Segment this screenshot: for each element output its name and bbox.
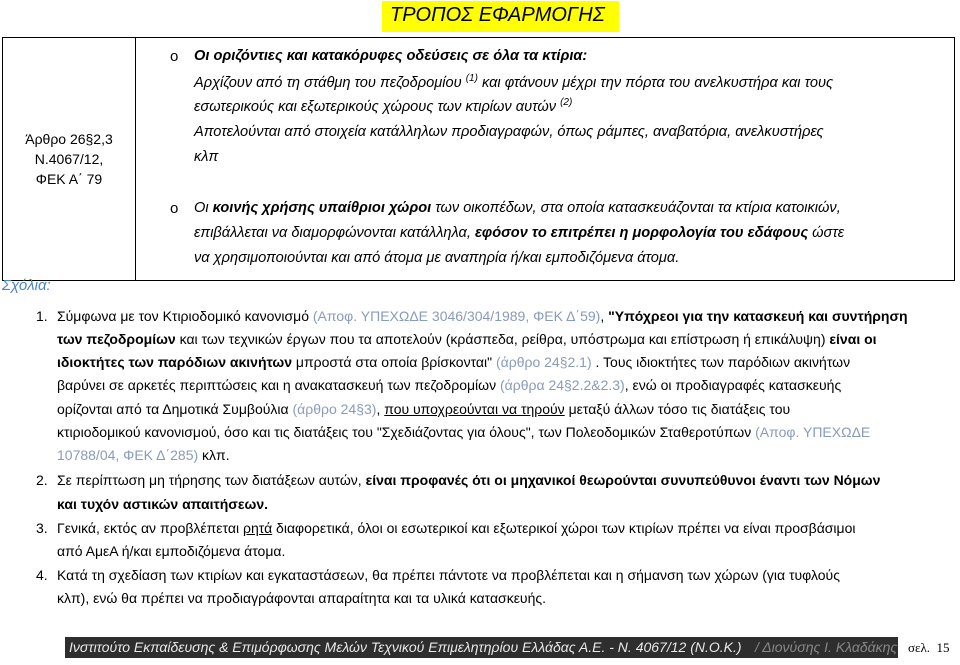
text-bold: "Υπόχρεοι για την κατασκευή και συντήρηση <box>608 308 908 324</box>
text-bold: είναι προφανές ότι οι μηχανικοί θεωρούνται συνυπεύθυνοι έναντι των Νόμων <box>365 472 881 488</box>
citation: (άρθρα 24§2.2&2.3) <box>499 377 625 393</box>
comment-2-line-1 <box>57 469 880 491</box>
comment-3-line-1 <box>57 517 856 539</box>
text-span: ορίζονται από τα Δημοτικά Συμβούλια <box>57 401 293 417</box>
footer-banner <box>65 637 898 658</box>
comment-1-line-5 <box>57 398 790 420</box>
comment-1-line-6 <box>57 421 870 443</box>
text-span: Οι <box>194 200 213 216</box>
reference-line-2: Ν.4067/12, <box>34 151 104 167</box>
page-number-value: 15 <box>936 640 950 655</box>
bullet-1-line-3 <box>194 96 572 119</box>
text-span: , <box>376 401 385 417</box>
comment-number-3: 3. <box>36 520 48 536</box>
text-span: βαρύνει σε αρκετές περιπτώσεις και η ανακατασκευή των πεζοδρομίων <box>57 377 500 393</box>
citation: (άρθρο 24§2.1) <box>495 354 592 370</box>
text-span: μπροστά στα οποία βρίσκονται" <box>292 354 496 370</box>
reference-line-1: Άρθρο 26§2,3 <box>25 131 113 147</box>
bullet-marker-2: o <box>170 200 179 217</box>
text-bold: ιδιοκτήτες των παρόδιων ακινήτων <box>57 354 292 370</box>
bullet-2-line-1 <box>194 197 841 220</box>
bullet-1-heading: Οι οριζόντιες και κατακόρυφες οδεύσεις σε όλα τα κτίρια: <box>194 48 588 64</box>
citation: (άρθρο 24§3) <box>292 401 377 417</box>
comment-4-line-2: κλπ), ενώ θα πρέπει να προδιαγράφονται απαραίτητα και τα υλικά κατασκευής. <box>57 590 547 606</box>
text-span: Σε περίπτωση μη τήρησης των διατάξεων αυτών, <box>57 472 366 488</box>
comment-number-1: 1. <box>36 308 48 324</box>
comment-1-line-1 <box>57 305 908 327</box>
footnote-mark: (1) <box>465 73 478 85</box>
section-title: ΤΡΟΠΟΣ ΕΦΑΡΜΟΓΗΣ <box>382 1 619 32</box>
comment-number-4: 4. <box>36 567 48 583</box>
comment-2-line-2 <box>57 493 268 515</box>
footer-author: / Διονύσης Ι. Κλαδάκης <box>755 639 898 655</box>
bullet-marker-1: o <box>170 48 179 65</box>
bullet-1-line-5: κλπ <box>194 149 219 165</box>
text-span: Γενικά, εκτός αν προβλέπεται <box>57 520 243 536</box>
text-span: ώστε <box>808 225 845 241</box>
bullet-2-line-3: να χρησιμοποιούνται και από άτομα με αναπηρία ή/και εμποδιζόμενα άτομα. <box>194 250 680 266</box>
text-span: , ενώ οι προδιαγραφές κατασκευής <box>624 377 842 393</box>
comment-3-line-2: από ΑμεΑ ή/και εμποδιζόμενα άτομα. <box>57 543 286 559</box>
text-span: . Τους ιδιοκτήτες των παρόδιων ακινήτων <box>591 354 851 370</box>
text-span: κτιριοδομικού κανονισμού, όσο και τις διατάξεις του "Σχεδιάζοντας για όλους", των Πολεοδομικών Σταθεροτύπων <box>57 424 756 440</box>
text-span: κλπ. <box>198 447 230 463</box>
underlined-text: που υποχρεούνται να τηρούν <box>384 401 565 417</box>
text-bold: κοινής χρήσης υπαίθριοι χώροι <box>212 200 432 216</box>
page-number <box>908 640 950 656</box>
text-bold: είναι οι <box>829 331 877 347</box>
comment-4-line-1: Κατά τη σχεδίαση των κτιρίων και εγκαταστάσεων, θα πρέπει πάντοτε να προβλέπεται και η σήμανση των χώρων (για τυφλούς <box>57 567 840 583</box>
footer-left-text: Ινστιτούτο Εκπαίδευσης & Επιμόρφωσης Μελών Τεχνικού Επιμελητηρίου Ελλάδας Α.Ε. - Ν. 4067/12 (Ν.Ο.Κ.) <box>69 639 742 655</box>
legal-reference <box>3 129 135 189</box>
citation: (Αποφ. ΥΠΕΧΩΔΕ <box>755 424 871 440</box>
page-label: σελ. <box>908 640 931 655</box>
text-span: μεταξύ άλλων τόσο τις διατάξεις του <box>564 401 791 417</box>
text-span: , <box>600 308 609 324</box>
text-span: Σύμφωνα με τον Κτιριοδομικό κανονισμό <box>57 308 313 324</box>
comment-1-line-3 <box>57 351 850 373</box>
citation: (Αποφ. ΥΠΕΧΩΔΕ 3046/304/1989, ΦΕΚ Δ΄59) <box>312 308 601 324</box>
comment-1-line-4 <box>57 374 841 396</box>
comments-label: Σχόλια: <box>2 277 51 294</box>
text-span: εσωτερικούς και εξωτερικούς χώρους των κτιρίων αυτών <box>194 99 557 115</box>
underlined-text: ρητά <box>242 520 273 536</box>
text-span: επιβάλλεται να διαμορφώνονται κατάλληλα, <box>194 225 475 241</box>
text-bold: των πεζοδρομίων <box>57 331 176 347</box>
text-span: και των τεχνικών έργων που τα αποτελούν (κράσπεδα, ρείθρα, υπόστρωμα και επίστρωση ή επικάλυψη) <box>175 331 830 347</box>
text-bold: εφόσον το επιτρέπει η μορφολογία του εδάφους <box>474 225 809 241</box>
bullet-1-line-2 <box>194 72 833 95</box>
footnote-mark: (2) <box>560 97 573 109</box>
reference-line-3: ΦΕΚ Α΄ 79 <box>35 171 103 187</box>
text-span: διαφορετικά, όλοι οι εσωτερικοί και εξωτερικοί χώροι των κτιρίων πρέπει να είναι προσβάσιμοι <box>272 520 856 536</box>
text-span: των οικοπέδων, στα οποία κατασκευάζονται τα κτίρια κατοικιών, <box>431 200 841 216</box>
bullet-2-line-2 <box>194 222 844 245</box>
bullet-1-line-1 <box>194 45 587 68</box>
comment-number-2: 2. <box>36 472 48 488</box>
text-span: Αρχίζουν από τη στάθμη του πεζοδρομίου <box>194 75 462 91</box>
text-bold: και τυχόν αστικών απαιτήσεων. <box>57 496 269 512</box>
comment-1-line-2 <box>57 328 877 350</box>
citation: 10788/04, ΦΕΚ Δ΄285) <box>57 447 199 463</box>
text-span: και φτάνουν μέχρι την πόρτα του ανελκυστήρα και τους <box>477 75 834 91</box>
column-divider <box>135 38 136 280</box>
comment-1-line-7 <box>57 444 230 466</box>
bullet-1-line-4: Αποτελούνται από στοιχεία κατάλληλων προδιαγραφών, όπως ράμπες, αναβατόρια, ανελκυστήρες <box>194 124 824 140</box>
